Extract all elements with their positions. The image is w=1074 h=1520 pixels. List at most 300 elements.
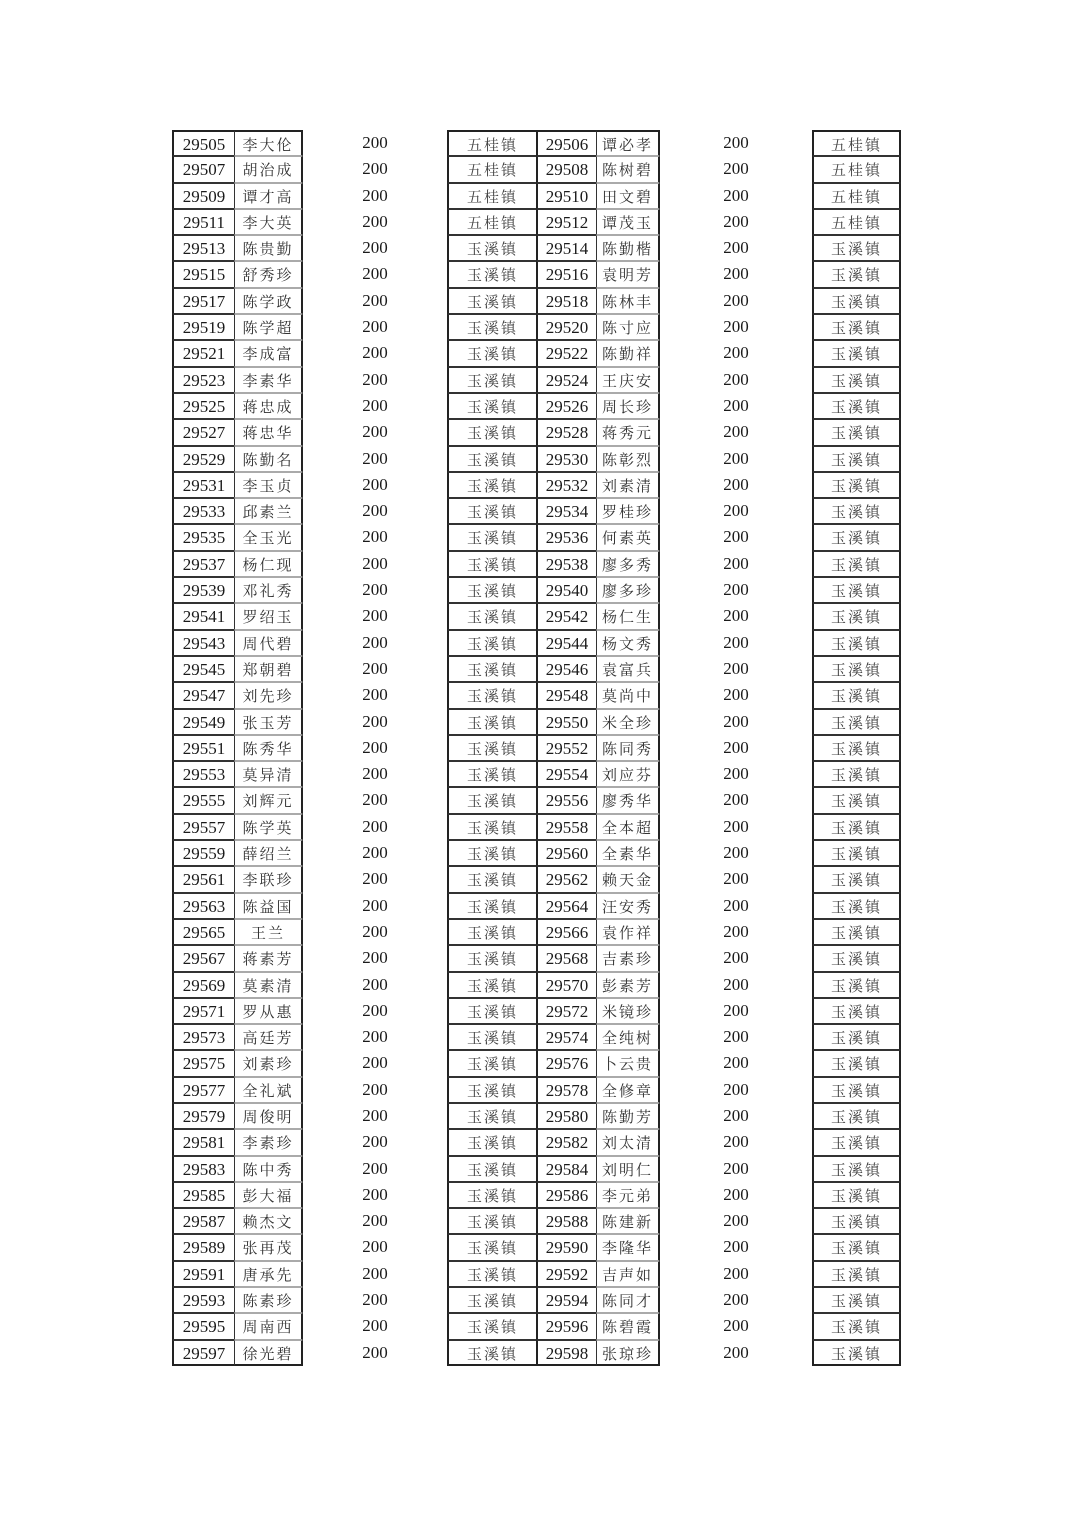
id-cell: 29593: [172, 1287, 234, 1313]
town-cell: 玉溪镇: [447, 551, 536, 577]
name-cell: 陈学政: [234, 288, 303, 314]
town-cell: 玉溪镇: [812, 1234, 901, 1260]
id-cell: 29588: [536, 1208, 596, 1234]
table-row: [172, 261, 901, 287]
name-cell: 陈学英: [234, 814, 303, 840]
town-cell: 五桂镇: [812, 130, 901, 156]
id-cell: 29545: [172, 656, 234, 682]
id-cell: 29520: [536, 314, 596, 340]
amount-cell: 200: [362, 790, 388, 810]
id-cell: 29522: [536, 340, 596, 366]
id-cell: 29516: [536, 261, 596, 287]
id-cell: 29594: [536, 1287, 596, 1313]
amount-cell: 200: [362, 1027, 388, 1047]
id-cell: 29541: [172, 603, 234, 629]
id-cell: 29559: [172, 840, 234, 866]
name-cell: 彭素芳: [596, 972, 660, 998]
amount-cell: 200: [723, 974, 749, 994]
town-cell: 玉溪镇: [812, 735, 901, 761]
name-cell: 刘先珍: [234, 682, 303, 708]
id-cell: 29562: [536, 866, 596, 892]
name-cell: 李元弟: [596, 1182, 660, 1208]
id-cell: 29595: [172, 1313, 234, 1339]
table-row: [172, 656, 901, 682]
amount-cell: 200: [362, 343, 388, 363]
amount-cell: 200: [723, 238, 749, 258]
name-cell: 赖天金: [596, 866, 660, 892]
id-cell: 29519: [172, 314, 234, 340]
town-cell: 玉溪镇: [812, 1261, 901, 1287]
name-cell: 蒋忠华: [234, 419, 303, 445]
id-cell: 29531: [172, 472, 234, 498]
name-cell: 何素英: [596, 524, 660, 550]
town-cell: 玉溪镇: [812, 814, 901, 840]
amount-cell: 200: [362, 185, 388, 205]
town-cell: 玉溪镇: [812, 709, 901, 735]
id-cell: 29535: [172, 524, 234, 550]
id-cell: 29564: [536, 893, 596, 919]
id-cell: 29586: [536, 1182, 596, 1208]
amount-cell: 200: [362, 1158, 388, 1178]
id-cell: 29517: [172, 288, 234, 314]
recipient-table: [172, 130, 901, 1366]
amount-cell: 200: [362, 1000, 388, 1020]
table-row: [172, 235, 901, 261]
id-cell: 29587: [172, 1208, 234, 1234]
name-cell: 刘素珍: [234, 1050, 303, 1076]
table-row: [172, 498, 901, 524]
town-cell: 玉溪镇: [812, 630, 901, 656]
id-cell: 29579: [172, 1103, 234, 1129]
name-cell: 李素华: [234, 367, 303, 393]
table-row: [172, 919, 901, 945]
amount-cell: 200: [723, 737, 749, 757]
name-cell: 袁富兵: [596, 656, 660, 682]
name-cell: 罗桂珍: [596, 498, 660, 524]
table-row: [172, 603, 901, 629]
amount-cell: 200: [362, 1184, 388, 1204]
name-cell: 谭茂玉: [596, 209, 660, 235]
town-cell: 玉溪镇: [812, 393, 901, 419]
name-cell: 米镜珍: [596, 998, 660, 1024]
amount-cell: 200: [723, 580, 749, 600]
town-cell: 玉溪镇: [812, 1156, 901, 1182]
name-cell: 袁明芳: [596, 261, 660, 287]
amount-cell: 200: [723, 211, 749, 231]
id-cell: 29538: [536, 551, 596, 577]
table-row: [172, 1261, 901, 1287]
id-cell: 29550: [536, 709, 596, 735]
town-cell: 玉溪镇: [447, 814, 536, 840]
town-cell: 玉溪镇: [447, 761, 536, 787]
name-cell: 谭必孝: [596, 130, 660, 156]
name-cell: 李联珍: [234, 866, 303, 892]
id-cell: 29563: [172, 893, 234, 919]
table-row: [172, 1208, 901, 1234]
name-cell: 米全珍: [596, 709, 660, 735]
name-cell: 邱素兰: [234, 498, 303, 524]
amount-cell: 200: [362, 843, 388, 863]
name-cell: 袁作祥: [596, 919, 660, 945]
table-row: [172, 787, 901, 813]
name-cell: 张琼珍: [596, 1340, 660, 1366]
table-row: [172, 945, 901, 971]
table-row: [172, 840, 901, 866]
id-cell: 29576: [536, 1050, 596, 1076]
id-cell: 29571: [172, 998, 234, 1024]
town-cell: 玉溪镇: [812, 419, 901, 445]
name-cell: 全素华: [596, 840, 660, 866]
amount-cell: 200: [362, 632, 388, 652]
town-cell: 玉溪镇: [812, 893, 901, 919]
name-cell: 莫素清: [234, 972, 303, 998]
town-cell: 玉溪镇: [812, 1182, 901, 1208]
name-cell: 杨文秀: [596, 630, 660, 656]
id-cell: 29540: [536, 577, 596, 603]
id-cell: 29598: [536, 1340, 596, 1366]
amount-cell: 200: [723, 1237, 749, 1257]
town-cell: 玉溪镇: [447, 288, 536, 314]
amount-cell: 200: [723, 816, 749, 836]
name-cell: 田文碧: [596, 183, 660, 209]
town-cell: 玉溪镇: [447, 840, 536, 866]
town-cell: 玉溪镇: [812, 945, 901, 971]
name-cell: 陈勤祥: [596, 340, 660, 366]
amount-cell: 200: [723, 369, 749, 389]
town-cell: 玉溪镇: [447, 893, 536, 919]
id-cell: 29590: [536, 1234, 596, 1260]
table-row: [172, 183, 901, 209]
name-cell: 陈学超: [234, 314, 303, 340]
name-cell: 刘明仁: [596, 1156, 660, 1182]
amount-cell: 200: [362, 764, 388, 784]
id-cell: 29572: [536, 998, 596, 1024]
table-row: [172, 1182, 901, 1208]
name-cell: 吉声如: [596, 1261, 660, 1287]
town-cell: 五桂镇: [447, 183, 536, 209]
id-cell: 29526: [536, 393, 596, 419]
id-cell: 29508: [536, 156, 596, 182]
amount-cell: 200: [723, 395, 749, 415]
amount-cell: 200: [362, 448, 388, 468]
table-row: [172, 288, 901, 314]
id-cell: 29553: [172, 761, 234, 787]
table-row: [172, 1103, 901, 1129]
id-cell: 29544: [536, 630, 596, 656]
amount-cell: 200: [362, 1105, 388, 1125]
amount-cell: 200: [723, 948, 749, 968]
name-cell: 李成富: [234, 340, 303, 366]
town-cell: 玉溪镇: [447, 945, 536, 971]
id-cell: 29542: [536, 603, 596, 629]
amount-cell: 200: [723, 159, 749, 179]
town-cell: 玉溪镇: [812, 866, 901, 892]
name-cell: 杨仁生: [596, 603, 660, 629]
name-cell: 薛绍兰: [234, 840, 303, 866]
amount-cell: 200: [362, 1290, 388, 1310]
name-cell: 全玉光: [234, 524, 303, 550]
name-cell: 全本超: [596, 814, 660, 840]
town-cell: 玉溪镇: [447, 1261, 536, 1287]
town-cell: 玉溪镇: [812, 998, 901, 1024]
town-cell: 玉溪镇: [447, 498, 536, 524]
id-cell: 29523: [172, 367, 234, 393]
id-cell: 29583: [172, 1156, 234, 1182]
town-cell: 玉溪镇: [447, 1077, 536, 1103]
town-cell: 玉溪镇: [447, 866, 536, 892]
id-cell: 29581: [172, 1129, 234, 1155]
id-cell: 29532: [536, 472, 596, 498]
id-cell: 29546: [536, 656, 596, 682]
table-row: [172, 1234, 901, 1260]
table-row: [172, 340, 901, 366]
amount-cell: 200: [362, 869, 388, 889]
town-cell: 玉溪镇: [447, 367, 536, 393]
name-cell: 唐承先: [234, 1261, 303, 1287]
id-cell: 29548: [536, 682, 596, 708]
amount-cell: 200: [362, 474, 388, 494]
id-cell: 29584: [536, 1156, 596, 1182]
amount-cell: 200: [362, 737, 388, 757]
town-cell: 五桂镇: [447, 130, 536, 156]
town-cell: 玉溪镇: [812, 498, 901, 524]
amount-cell: 200: [362, 658, 388, 678]
town-cell: 玉溪镇: [812, 840, 901, 866]
town-cell: 玉溪镇: [447, 446, 536, 472]
id-cell: 29580: [536, 1103, 596, 1129]
name-cell: 卜云贵: [596, 1050, 660, 1076]
town-cell: 玉溪镇: [812, 603, 901, 629]
town-cell: 玉溪镇: [812, 919, 901, 945]
id-cell: 29533: [172, 498, 234, 524]
name-cell: 刘辉元: [234, 787, 303, 813]
name-cell: 陈秀华: [234, 735, 303, 761]
town-cell: 玉溪镇: [447, 524, 536, 550]
name-cell: 全修章: [596, 1077, 660, 1103]
name-cell: 郑朝碧: [234, 656, 303, 682]
town-cell: 玉溪镇: [447, 472, 536, 498]
town-cell: 玉溪镇: [447, 1103, 536, 1129]
amount-cell: 200: [362, 1079, 388, 1099]
amount-cell: 200: [362, 369, 388, 389]
amount-cell: 200: [362, 685, 388, 705]
town-cell: 玉溪镇: [812, 1313, 901, 1339]
town-cell: 玉溪镇: [447, 1208, 536, 1234]
name-cell: 舒秀珍: [234, 261, 303, 287]
id-cell: 29568: [536, 945, 596, 971]
table-row: [172, 682, 901, 708]
id-cell: 29537: [172, 551, 234, 577]
amount-cell: 200: [723, 133, 749, 152]
town-cell: 玉溪镇: [812, 1050, 901, 1076]
amount-cell: 200: [723, 422, 749, 442]
town-cell: 玉溪镇: [812, 1024, 901, 1050]
amount-cell: 200: [723, 1263, 749, 1283]
id-cell: 29524: [536, 367, 596, 393]
amount-cell: 200: [723, 1000, 749, 1020]
amount-cell: 200: [362, 290, 388, 310]
name-cell: 廖秀华: [596, 787, 660, 813]
table-row: [172, 1024, 901, 1050]
name-cell: 陈勤名: [234, 446, 303, 472]
town-cell: 玉溪镇: [812, 656, 901, 682]
id-cell: 29570: [536, 972, 596, 998]
name-cell: 陈勤楷: [596, 235, 660, 261]
town-cell: 玉溪镇: [447, 1050, 536, 1076]
town-cell: 玉溪镇: [447, 235, 536, 261]
amount-cell: 200: [362, 395, 388, 415]
amount-cell: 200: [362, 159, 388, 179]
town-cell: 玉溪镇: [447, 603, 536, 629]
town-cell: 玉溪镇: [812, 1129, 901, 1155]
amount-cell: 200: [723, 343, 749, 363]
id-cell: 29566: [536, 919, 596, 945]
name-cell: 徐光碧: [234, 1340, 303, 1366]
id-cell: 29589: [172, 1234, 234, 1260]
name-cell: 周南西: [234, 1313, 303, 1339]
name-cell: 王兰: [234, 919, 303, 945]
name-cell: 汪安秀: [596, 893, 660, 919]
town-cell: 五桂镇: [812, 156, 901, 182]
name-cell: 刘太清: [596, 1129, 660, 1155]
amount-cell: 200: [362, 895, 388, 915]
name-cell: 周长珍: [596, 393, 660, 419]
amount-cell: 200: [362, 816, 388, 836]
id-cell: 29569: [172, 972, 234, 998]
amount-cell: 200: [723, 1079, 749, 1099]
id-cell: 29528: [536, 419, 596, 445]
table-row: [172, 551, 901, 577]
id-cell: 29554: [536, 761, 596, 787]
name-cell: 杨仁现: [234, 551, 303, 577]
table-row: [172, 314, 901, 340]
table-row: [172, 1077, 901, 1103]
town-cell: 玉溪镇: [447, 656, 536, 682]
name-cell: 陈益国: [234, 893, 303, 919]
town-cell: 玉溪镇: [812, 1077, 901, 1103]
town-cell: 玉溪镇: [812, 972, 901, 998]
id-cell: 29529: [172, 446, 234, 472]
town-cell: 玉溪镇: [447, 787, 536, 813]
id-cell: 29515: [172, 261, 234, 287]
amount-cell: 200: [723, 185, 749, 205]
town-cell: 玉溪镇: [447, 314, 536, 340]
name-cell: 邓礼秀: [234, 577, 303, 603]
town-cell: 玉溪镇: [447, 577, 536, 603]
id-cell: 29536: [536, 524, 596, 550]
town-cell: 玉溪镇: [447, 261, 536, 287]
table-row: [172, 1050, 901, 1076]
amount-cell: 200: [723, 1184, 749, 1204]
name-cell: 李隆华: [596, 1234, 660, 1260]
amount-cell: 200: [723, 606, 749, 626]
town-cell: 玉溪镇: [447, 1156, 536, 1182]
table-row: [172, 709, 901, 735]
town-cell: 玉溪镇: [447, 709, 536, 735]
table-row: [172, 735, 901, 761]
town-cell: 玉溪镇: [812, 1287, 901, 1313]
table-row: [172, 1156, 901, 1182]
town-cell: 玉溪镇: [812, 314, 901, 340]
name-cell: 罗从惠: [234, 998, 303, 1024]
name-cell: 李大英: [234, 209, 303, 235]
name-cell: 陈同秀: [596, 735, 660, 761]
id-cell: 29582: [536, 1129, 596, 1155]
town-cell: 玉溪镇: [812, 551, 901, 577]
id-cell: 29556: [536, 787, 596, 813]
name-cell: 陈建新: [596, 1208, 660, 1234]
name-cell: 陈寸应: [596, 314, 660, 340]
amount-cell: 200: [723, 711, 749, 731]
amount-cell: 200: [362, 1263, 388, 1283]
id-cell: 29558: [536, 814, 596, 840]
id-cell: 29530: [536, 446, 596, 472]
name-cell: 高廷芳: [234, 1024, 303, 1050]
name-cell: 李大伦: [234, 130, 303, 156]
table-row: [172, 630, 901, 656]
town-cell: 玉溪镇: [812, 235, 901, 261]
table-row: [172, 209, 901, 235]
amount-cell: 200: [362, 606, 388, 626]
table-row: [172, 419, 901, 445]
name-cell: 全礼斌: [234, 1077, 303, 1103]
amount-cell: 200: [362, 264, 388, 284]
id-cell: 29597: [172, 1340, 234, 1366]
town-cell: 玉溪镇: [447, 419, 536, 445]
town-cell: 玉溪镇: [447, 1234, 536, 1260]
amount-cell: 200: [362, 580, 388, 600]
town-cell: 玉溪镇: [447, 735, 536, 761]
amount-cell: 200: [362, 1132, 388, 1152]
town-cell: 玉溪镇: [812, 472, 901, 498]
name-cell: 莫尚中: [596, 682, 660, 708]
town-cell: 玉溪镇: [447, 1340, 536, 1366]
id-cell: 29510: [536, 183, 596, 209]
id-cell: 29565: [172, 919, 234, 945]
id-cell: 29514: [536, 235, 596, 261]
name-cell: 全纯树: [596, 1024, 660, 1050]
id-cell: 29561: [172, 866, 234, 892]
id-cell: 29539: [172, 577, 234, 603]
table-row: [172, 893, 901, 919]
id-cell: 29509: [172, 183, 234, 209]
table-row: [172, 998, 901, 1024]
town-cell: 玉溪镇: [447, 393, 536, 419]
table-row: [172, 1129, 901, 1155]
name-cell: 周俊明: [234, 1103, 303, 1129]
town-cell: 玉溪镇: [447, 998, 536, 1024]
amount-cell: 200: [723, 658, 749, 678]
amount-cell: 200: [362, 974, 388, 994]
amount-cell: 200: [723, 527, 749, 547]
town-cell: 玉溪镇: [447, 972, 536, 998]
table-row: [172, 446, 901, 472]
id-cell: 29552: [536, 735, 596, 761]
town-cell: 五桂镇: [447, 209, 536, 235]
name-cell: 张玉芳: [234, 709, 303, 735]
town-cell: 玉溪镇: [447, 630, 536, 656]
amount-cell: 200: [723, 869, 749, 889]
id-cell: 29575: [172, 1050, 234, 1076]
id-cell: 29543: [172, 630, 234, 656]
amount-cell: 200: [362, 1342, 388, 1362]
town-cell: 五桂镇: [812, 183, 901, 209]
town-cell: 玉溪镇: [812, 577, 901, 603]
name-cell: 胡治成: [234, 156, 303, 182]
table-row: [172, 761, 901, 787]
name-cell: 周代碧: [234, 630, 303, 656]
id-cell: 29525: [172, 393, 234, 419]
